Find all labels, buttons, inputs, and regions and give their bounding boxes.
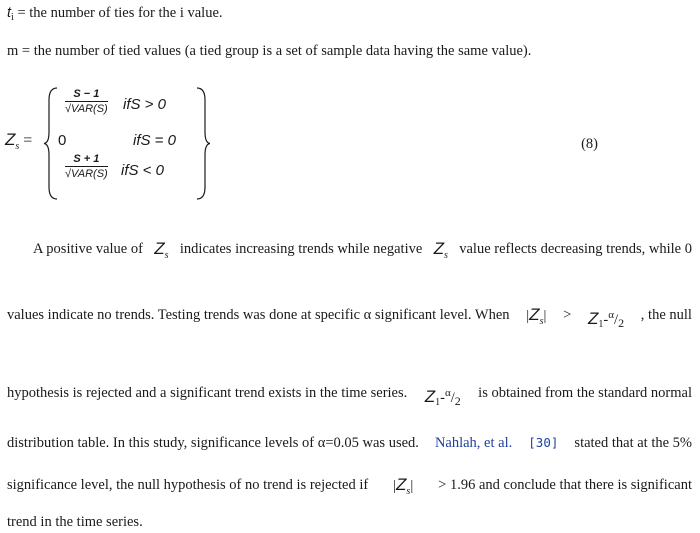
text-fragment: distribution table. In this study, significance levels of α=0.05 was used.: [7, 435, 419, 451]
text-fragment: A positive value of: [33, 241, 143, 257]
zs-subscript: s: [406, 486, 411, 497]
fraction-bar: [65, 101, 108, 102]
paragraph-line-6: trend in the time series.: [7, 514, 143, 530]
zs-subscript: s: [539, 316, 544, 327]
paragraph-line-1: [33, 240, 692, 265]
greater-than-sign: >: [563, 307, 572, 323]
case3-denominator: √VAR(S): [65, 168, 108, 180]
text-fragment: significance level, the null hypothesis of no trend is rejected if: [7, 477, 369, 493]
equation-lhs: [5, 130, 32, 152]
text-fragment: value reflects decreasing trends, while 0: [459, 241, 692, 257]
paragraph-line-2: [7, 306, 692, 334]
case1-fraction: [65, 88, 108, 115]
case2-condition: ifS = 0: [133, 132, 176, 149]
zs-subscript: s: [444, 250, 448, 261]
abs-zs-inline: $|Z_s|$: [393, 475, 414, 497]
equals-sign: =: [23, 132, 33, 149]
ti-subscript: i: [11, 12, 14, 23]
ti-definition-text: = the number of ties for the i value.: [13, 5, 223, 21]
reference-link[interactable]: [30]: [528, 435, 559, 450]
case3-numerator: S + 1: [73, 153, 100, 165]
case1-numerator: S − 1: [73, 88, 100, 100]
text-fragment: stated that at the 5%: [574, 435, 692, 451]
zs-subscript: s: [15, 141, 20, 152]
abs-zs-inline: $|Z_s|$: [526, 305, 547, 327]
equation-cases: [57, 86, 197, 201]
citation-link[interactable]: Nahlah, et al.: [434, 435, 513, 451]
definition-ti: [7, 4, 223, 27]
right-brace-icon: [195, 86, 211, 201]
text-fragment: hypothesis is rejected and a significant trend exists in the time series.: [7, 385, 408, 401]
zs-symbol: Z: [5, 130, 16, 149]
case3-condition: ifS < 0: [121, 162, 164, 179]
case3-fraction: [65, 153, 108, 180]
zs-symbol: Z: [154, 239, 165, 258]
zs-symbol: Z: [529, 305, 540, 324]
case1-denominator: √VAR(S): [65, 103, 108, 115]
definition-m: m = the number of tied values (a tied group is a set of sample data having the same value).: [7, 43, 532, 59]
fraction-bar: [65, 166, 108, 167]
equation-number: (8): [581, 136, 598, 152]
paragraph-line-5: [7, 476, 692, 501]
ti-symbol: t: [7, 5, 12, 21]
paragraph-line-3: [7, 384, 692, 412]
z-critical-inline: $Z_1-^\alpha/_2$: [424, 386, 461, 408]
text-fragment: is obtained from the standard normal: [478, 385, 692, 401]
zs-symbol: Z: [396, 475, 407, 494]
text-fragment: values indicate no trends. Testing trends was done at specific α significant level. When: [7, 307, 510, 323]
text-fragment: indicates increasing trends while negative: [179, 241, 423, 257]
z-critical-inline: $Z_1-^\alpha/_2$: [588, 308, 625, 330]
paragraph-line-4: [7, 434, 692, 452]
zs-subscript: s: [164, 250, 169, 261]
text-fragment: > 1.96 and conclude that there is significant: [438, 477, 692, 493]
zs-inline: [434, 240, 448, 265]
text-fragment: , the null: [640, 307, 692, 323]
case2-value: 0: [58, 132, 67, 149]
case1-condition: ifS > 0: [123, 96, 166, 113]
zs-symbol: Z: [433, 239, 445, 258]
equation-8: [5, 86, 695, 201]
zs-inline: [154, 240, 168, 265]
